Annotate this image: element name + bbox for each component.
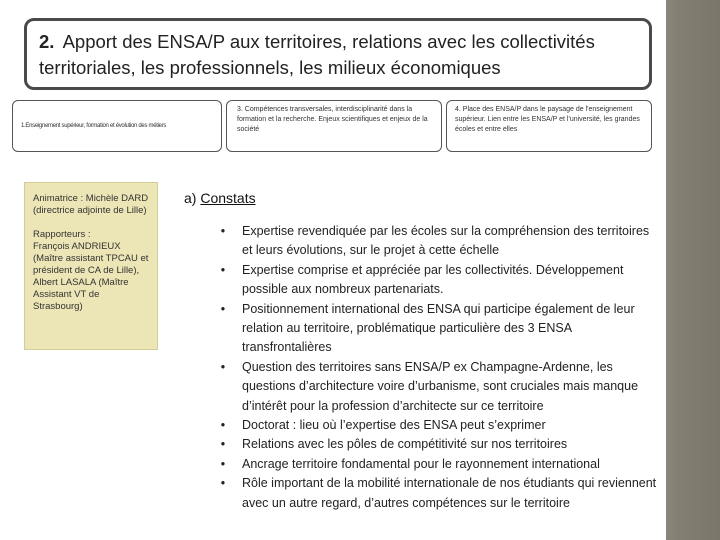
list-item-text: Question des territoires sans ENSA/P ex Champagne-Ardenne, les questions d’architecture voire d’urbanisme, sont cruciales mais manque d’intérêt pour la profession d’architecte sur ce territoire: [242, 359, 639, 413]
list-item-text: Expertise comprise et appréciée par les collectivités. Développement possible aux nombreux partenariats.: [242, 262, 624, 297]
list-item-text: Ancrage territoire fondamental pour le rayonnement international: [242, 456, 600, 471]
bullet-icon: •: [220, 418, 226, 433]
section-letter: a): [184, 190, 197, 206]
list-item: [218, 474, 658, 513]
list-item-text: Doctorat : lieu où l’expertise des ENSA peut s’exprimer: [242, 418, 546, 433]
title-text: Apport des ENSA/P aux territoires, relations avec les collectivités territoriales, les professionnels, les milieux économiques: [39, 31, 595, 78]
page-title: [39, 29, 637, 81]
tab-label: 1.Enseignement supérieur, formation et évolution des métiers: [21, 123, 167, 129]
constats-list: [218, 222, 658, 513]
section-heading: [184, 190, 256, 206]
title-number: 2.: [39, 31, 55, 52]
tab-label: 3. Compétences transversales, interdisciplinarité dans la formation et la recherche. Enjeux scientifiques et enjeux de la société: [237, 106, 428, 133]
list-item-text: Rôle important de la mobilité internationale de nos étudiants qui reviennent avec un autre regard, d’autres compétences sur le territoire: [242, 476, 657, 510]
list-item: [218, 455, 658, 474]
list-item-text: Expertise revendiquée par les écoles sur la compréhension des territoires et leurs évolutions, sur le projet à cette échelle: [242, 224, 650, 258]
list-item-text: Positionnement international des ENSA qui participe également de leur relation au territoire, problématique particulière des 3 ENSA transfrontalières: [242, 301, 635, 355]
list-item: [218, 416, 658, 435]
list-item-text: Relations avec les pôles de compétitivité sur nos territoires: [242, 437, 568, 452]
rapporteurs-heading: Rapporteurs :: [33, 229, 91, 240]
bullet-icon: •: [220, 301, 226, 316]
participants-box: [24, 182, 158, 350]
tab-label: 4. Place des ENSA/P dans le paysage de l'enseignement supérieur. Lien entre les ENSA/P et l'université, les grandes écoles et entre elles: [455, 106, 640, 133]
animatrice-text: Animatrice : Michèle DARD (directrice adjointe de Lille): [33, 193, 149, 216]
list-item: [218, 261, 658, 300]
bullet-icon: •: [220, 262, 226, 277]
title-box: [24, 18, 652, 90]
tab-enseignement-superieur[interactable]: [12, 100, 222, 152]
tab-place-des-ensa[interactable]: [446, 100, 652, 152]
bullet-icon: •: [220, 437, 226, 452]
list-item: [218, 435, 658, 454]
bullet-icon: •: [220, 456, 226, 471]
list-item: [218, 300, 658, 358]
tab-competences-transversales[interactable]: [226, 100, 442, 152]
bullet-icon: •: [220, 359, 226, 374]
rapporteur-lasala: Albert LASALA (Maître Assistant VT de Strasbourg): [33, 277, 129, 312]
rapporteur-andrieux: François ANDRIEUX (Maître assistant TPCAU et président de CA de Lille),: [33, 241, 149, 276]
side-strip-inner: [676, 0, 720, 540]
decorative-side-strip: [666, 0, 720, 540]
bullet-icon: •: [220, 224, 226, 238]
section-title: Constats: [200, 190, 256, 206]
bullet-icon: •: [220, 476, 226, 491]
list-item: [218, 222, 658, 261]
list-item: [218, 358, 658, 416]
